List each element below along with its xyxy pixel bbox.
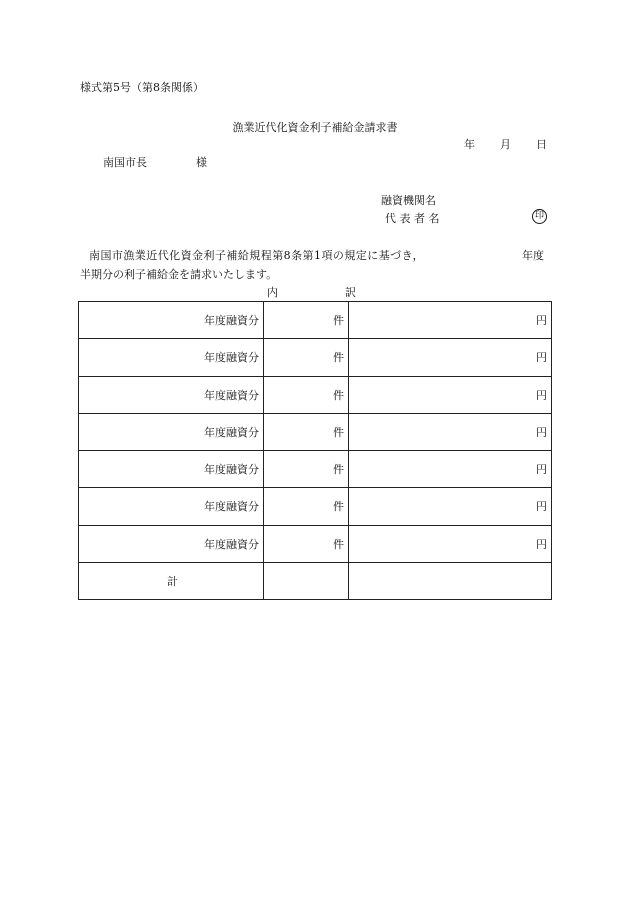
row-amount-unit: 円 bbox=[349, 302, 552, 339]
institution-name-label: 融資機関名 bbox=[381, 194, 436, 207]
table-row bbox=[79, 413, 552, 450]
row-count-unit: 件 bbox=[264, 376, 349, 413]
row-count-unit: 件 bbox=[264, 488, 349, 525]
breakdown-table bbox=[78, 301, 552, 600]
row-label: 年度融資分 bbox=[79, 413, 264, 450]
row-amount-unit: 円 bbox=[349, 488, 552, 525]
form-number: 様式第5号（第8条関係） bbox=[80, 81, 204, 94]
body-text-line-2: 半期分の利子補給金を請求いたします。 bbox=[80, 268, 278, 281]
document-title: 漁業近代化資金利子補給金請求書 bbox=[232, 121, 398, 134]
row-count-unit: 件 bbox=[264, 451, 349, 488]
date-day-label: 日 bbox=[536, 138, 547, 151]
row-label: 年度融資分 bbox=[79, 302, 264, 339]
table-row bbox=[79, 525, 552, 562]
row-amount-unit: 円 bbox=[349, 525, 552, 562]
row-amount-unit: 円 bbox=[349, 413, 552, 450]
table-row bbox=[79, 376, 552, 413]
row-label: 年度融資分 bbox=[79, 376, 264, 413]
row-amount-unit: 円 bbox=[349, 451, 552, 488]
table-row bbox=[79, 302, 552, 339]
representative-name-label: 代表者名 bbox=[385, 212, 443, 225]
date-month-label: 月 bbox=[500, 138, 511, 151]
breakdown-heading-right: 訳 bbox=[345, 286, 356, 299]
table-row bbox=[79, 451, 552, 488]
addressee-name: 南国市長 bbox=[103, 156, 147, 169]
total-label: 計 bbox=[79, 562, 264, 599]
row-label: 年度融資分 bbox=[79, 339, 264, 376]
total-count-cell bbox=[264, 562, 349, 599]
table-row bbox=[79, 488, 552, 525]
total-amount-cell bbox=[349, 562, 552, 599]
table-row bbox=[79, 339, 552, 376]
date-year-label: 年 bbox=[464, 138, 475, 151]
addressee-honorific: 様 bbox=[196, 156, 207, 169]
breakdown-heading-left: 内 bbox=[267, 286, 278, 299]
row-count-unit: 件 bbox=[264, 339, 349, 376]
row-amount-unit: 円 bbox=[349, 376, 552, 413]
row-count-unit: 件 bbox=[264, 302, 349, 339]
body-year-suffix: 年度 bbox=[522, 249, 544, 262]
total-row bbox=[79, 562, 552, 599]
row-label: 年度融資分 bbox=[79, 488, 264, 525]
row-label: 年度融資分 bbox=[79, 451, 264, 488]
seal-mark-icon: 印 bbox=[532, 209, 547, 224]
row-count-unit: 件 bbox=[264, 413, 349, 450]
row-label: 年度融資分 bbox=[79, 525, 264, 562]
row-count-unit: 件 bbox=[264, 525, 349, 562]
row-amount-unit: 円 bbox=[349, 339, 552, 376]
body-text-line-1: 南国市漁業近代化資金利子補給規程第8条第1項の規定に基づき， bbox=[89, 249, 425, 262]
